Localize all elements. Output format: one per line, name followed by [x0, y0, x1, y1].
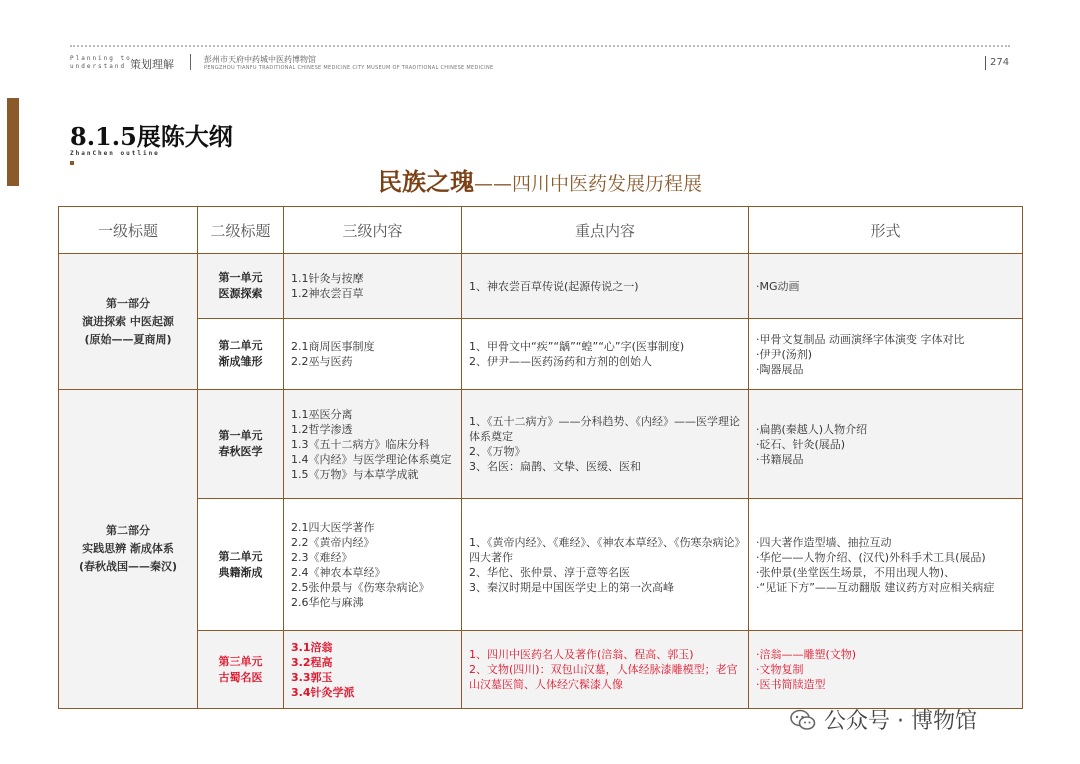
page-number-divider — [985, 56, 986, 70]
level3-item: 2.4《神农本草经》 — [291, 565, 386, 579]
form-cell — [749, 631, 1023, 709]
level3-item: 3.1涪翁 — [291, 640, 333, 654]
unit-label: 第一单元 — [218, 429, 263, 442]
watermark-text: 公众号 · 博物馆 — [824, 709, 977, 734]
header-dotted-rule — [70, 45, 1010, 47]
part-1-label: 第一部分 — [106, 296, 150, 310]
unit-cell — [198, 499, 284, 631]
unit-name: 医源探索 — [218, 287, 263, 300]
level3-item: 2.6华佗与麻沸 — [291, 595, 364, 609]
key-cell — [462, 254, 749, 319]
form-item: ·书籍展品 — [756, 452, 804, 466]
key-item: 2、《万物》 — [469, 445, 526, 458]
part-2-theme: 实践思辨 渐成体系 — [82, 542, 174, 555]
unit-name: 典籍渐成 — [218, 565, 263, 579]
level3-cell — [284, 390, 462, 499]
form-cell — [749, 390, 1023, 499]
level3-item: 2.3《难经》 — [291, 550, 353, 564]
form-item: ·砭石、针灸(展品) — [756, 437, 846, 451]
exhibition-title — [0, 162, 1080, 197]
level3-item: 1.1巫医分离 — [291, 407, 353, 421]
form-item: ·陶器展品 — [756, 362, 804, 376]
col-header-form: 形式 — [749, 207, 1023, 254]
unit-name: 古蜀名医 — [218, 670, 263, 684]
unit-label: 第三单元 — [218, 654, 263, 668]
section-title: 8.1.5展陈大纲 — [70, 122, 233, 151]
key-cell — [462, 319, 749, 390]
form-item: ·涪翁——雕塑(文物) — [756, 648, 857, 661]
form-item: ·文物复制 — [756, 663, 804, 676]
part-1-cell — [59, 254, 198, 390]
key-item: 1、甲骨文中“疾”“龋”“蝗”“心”字(医事制度) — [469, 340, 685, 353]
exhibition-title-sub: ——四川中医药发展历程展 — [473, 173, 702, 195]
level3-item: 2.2《黄帝内经》 — [291, 535, 375, 549]
key-item: 2、文物(四川)：双包山汉墓，人体经脉漆雕模型；老官山汉墓医简、人体经穴髹漆人像 — [469, 663, 738, 691]
wechat-watermark — [790, 704, 977, 735]
form-item: ·医书简牍造型 — [756, 678, 826, 691]
form-item: ·MG动画 — [756, 279, 800, 293]
unit-cell — [198, 631, 284, 709]
key-cell — [462, 390, 749, 499]
key-item: 1、神农尝百草传说(起源传说之一) — [469, 279, 639, 293]
unit-label: 第二单元 — [218, 549, 263, 563]
form-cell — [749, 499, 1023, 631]
part-2-cell — [59, 390, 198, 709]
key-item: 1、《黄帝内经》、《难经》、《神农本草经》、《伤寒杂病论》四大著作 — [469, 535, 740, 564]
level3-cell — [284, 319, 462, 390]
header-museum-name: 彭州市天府中药城中医药博物馆 — [204, 55, 316, 64]
level3-item: 3.4针灸学派 — [291, 685, 355, 699]
level3-item: 1.2哲学渗透 — [291, 422, 353, 436]
unit-cell — [198, 319, 284, 390]
form-item: ·甲骨文复制品 动画演绎字体演变 字体对比 — [756, 332, 965, 346]
header-en-tagline — [70, 55, 132, 71]
level3-cell — [284, 499, 462, 631]
unit-cell — [198, 390, 284, 499]
level3-cell — [284, 631, 462, 709]
level3-item: 2.1商周医事制度 — [291, 340, 375, 353]
unit-label: 第一单元 — [218, 271, 263, 284]
key-cell — [462, 631, 749, 709]
level3-item: 1.2神农尝百草 — [291, 287, 364, 300]
outline-table — [58, 206, 1023, 709]
table-row — [59, 499, 1023, 631]
unit-label: 第二单元 — [218, 339, 263, 352]
col-header-level1: 一级标题 — [59, 207, 198, 254]
unit-cell — [198, 254, 284, 319]
col-header-level2: 二级标题 — [198, 207, 284, 254]
level3-item: 1.5《万物》与本草学成就 — [291, 467, 419, 481]
key-item: 2、伊尹——医药汤药和方剂的创始人 — [469, 355, 652, 368]
col-header-key: 重点内容 — [462, 207, 749, 254]
wechat-icon — [790, 709, 816, 731]
header-en-line-2: understand — [70, 63, 127, 70]
header-divider — [190, 54, 191, 70]
table-header-row — [59, 207, 1023, 254]
header-section-label: 策划理解 — [130, 58, 174, 71]
page-number: 274 — [990, 57, 1010, 68]
key-item: 1、四川中医药名人及著作(涪翁、程高、郭玉) — [469, 648, 694, 661]
level3-item: 3.3郭玉 — [291, 670, 333, 684]
table-row — [59, 631, 1023, 709]
table-row — [59, 254, 1023, 319]
form-item: ·华佗——人物介绍、(汉代)外科手术工具(展品) — [756, 550, 986, 564]
unit-name: 渐成雏形 — [218, 355, 263, 368]
form-item: ·伊尹(汤剂) — [756, 347, 813, 361]
exhibition-title-main: 民族之瑰 — [377, 167, 474, 196]
form-cell — [749, 319, 1023, 390]
level3-item: 1.1针灸与按摩 — [291, 272, 364, 285]
form-item: ·扁鹊(秦越人)人物介绍 — [756, 422, 868, 436]
form-cell — [749, 254, 1023, 319]
part-2-period: (春秋战国——秦汉) — [78, 560, 178, 573]
level3-item: 2.5张仲景与《伤寒杂病论》 — [291, 580, 430, 594]
part-1-period: (原始——夏商周) — [84, 332, 172, 346]
level3-item: 2.2巫与医药 — [291, 355, 353, 368]
level3-item: 2.1四大医学著作 — [291, 520, 375, 534]
key-item: 3、秦汉时期是中国医学史上的第一次高峰 — [469, 580, 674, 594]
form-item: ·“见证下方”——互动翻版 建议药方对应相关病症 — [756, 580, 995, 594]
part-2-label: 第二部分 — [106, 524, 150, 537]
table-row — [59, 390, 1023, 499]
key-item: 1、《五十二病方》——分科趋势、《内经》——医学理论体系奠定 — [469, 415, 740, 443]
key-item: 2、华佗、张仲景、淳于意等名医 — [469, 565, 630, 579]
form-item: ·四大著作造型墙、抽拉互动 — [756, 535, 892, 549]
level3-item: 1.3《五十二病方》临床分科 — [291, 437, 430, 451]
header-en-line-1: Planning to — [70, 55, 132, 62]
key-cell — [462, 499, 749, 631]
key-item: 3、名医：扁鹊、文挚、医缓、医和 — [469, 460, 641, 473]
level3-item: 1.4《内经》与医学理论体系奠定 — [291, 452, 452, 466]
header-museum-name-en: PENGZHOU TIANFU TRADITIONAL CHINESE MEDICINE CITY MUSEUM OF TRADITIONAL CHINESE MEDICINE — [204, 65, 494, 71]
section-subtitle-en: ZhanChen outline — [70, 150, 160, 157]
table-row — [59, 319, 1023, 390]
unit-name: 春秋医学 — [218, 445, 263, 458]
col-header-level3: 三级内容 — [284, 207, 462, 254]
level3-cell — [284, 254, 462, 319]
part-1-theme: 演进探索 中医起源 — [82, 314, 174, 328]
level3-item: 3.2程高 — [291, 655, 333, 669]
form-item: ·张仲景(坐堂医生场景，不用出现人物)、 — [756, 565, 956, 579]
